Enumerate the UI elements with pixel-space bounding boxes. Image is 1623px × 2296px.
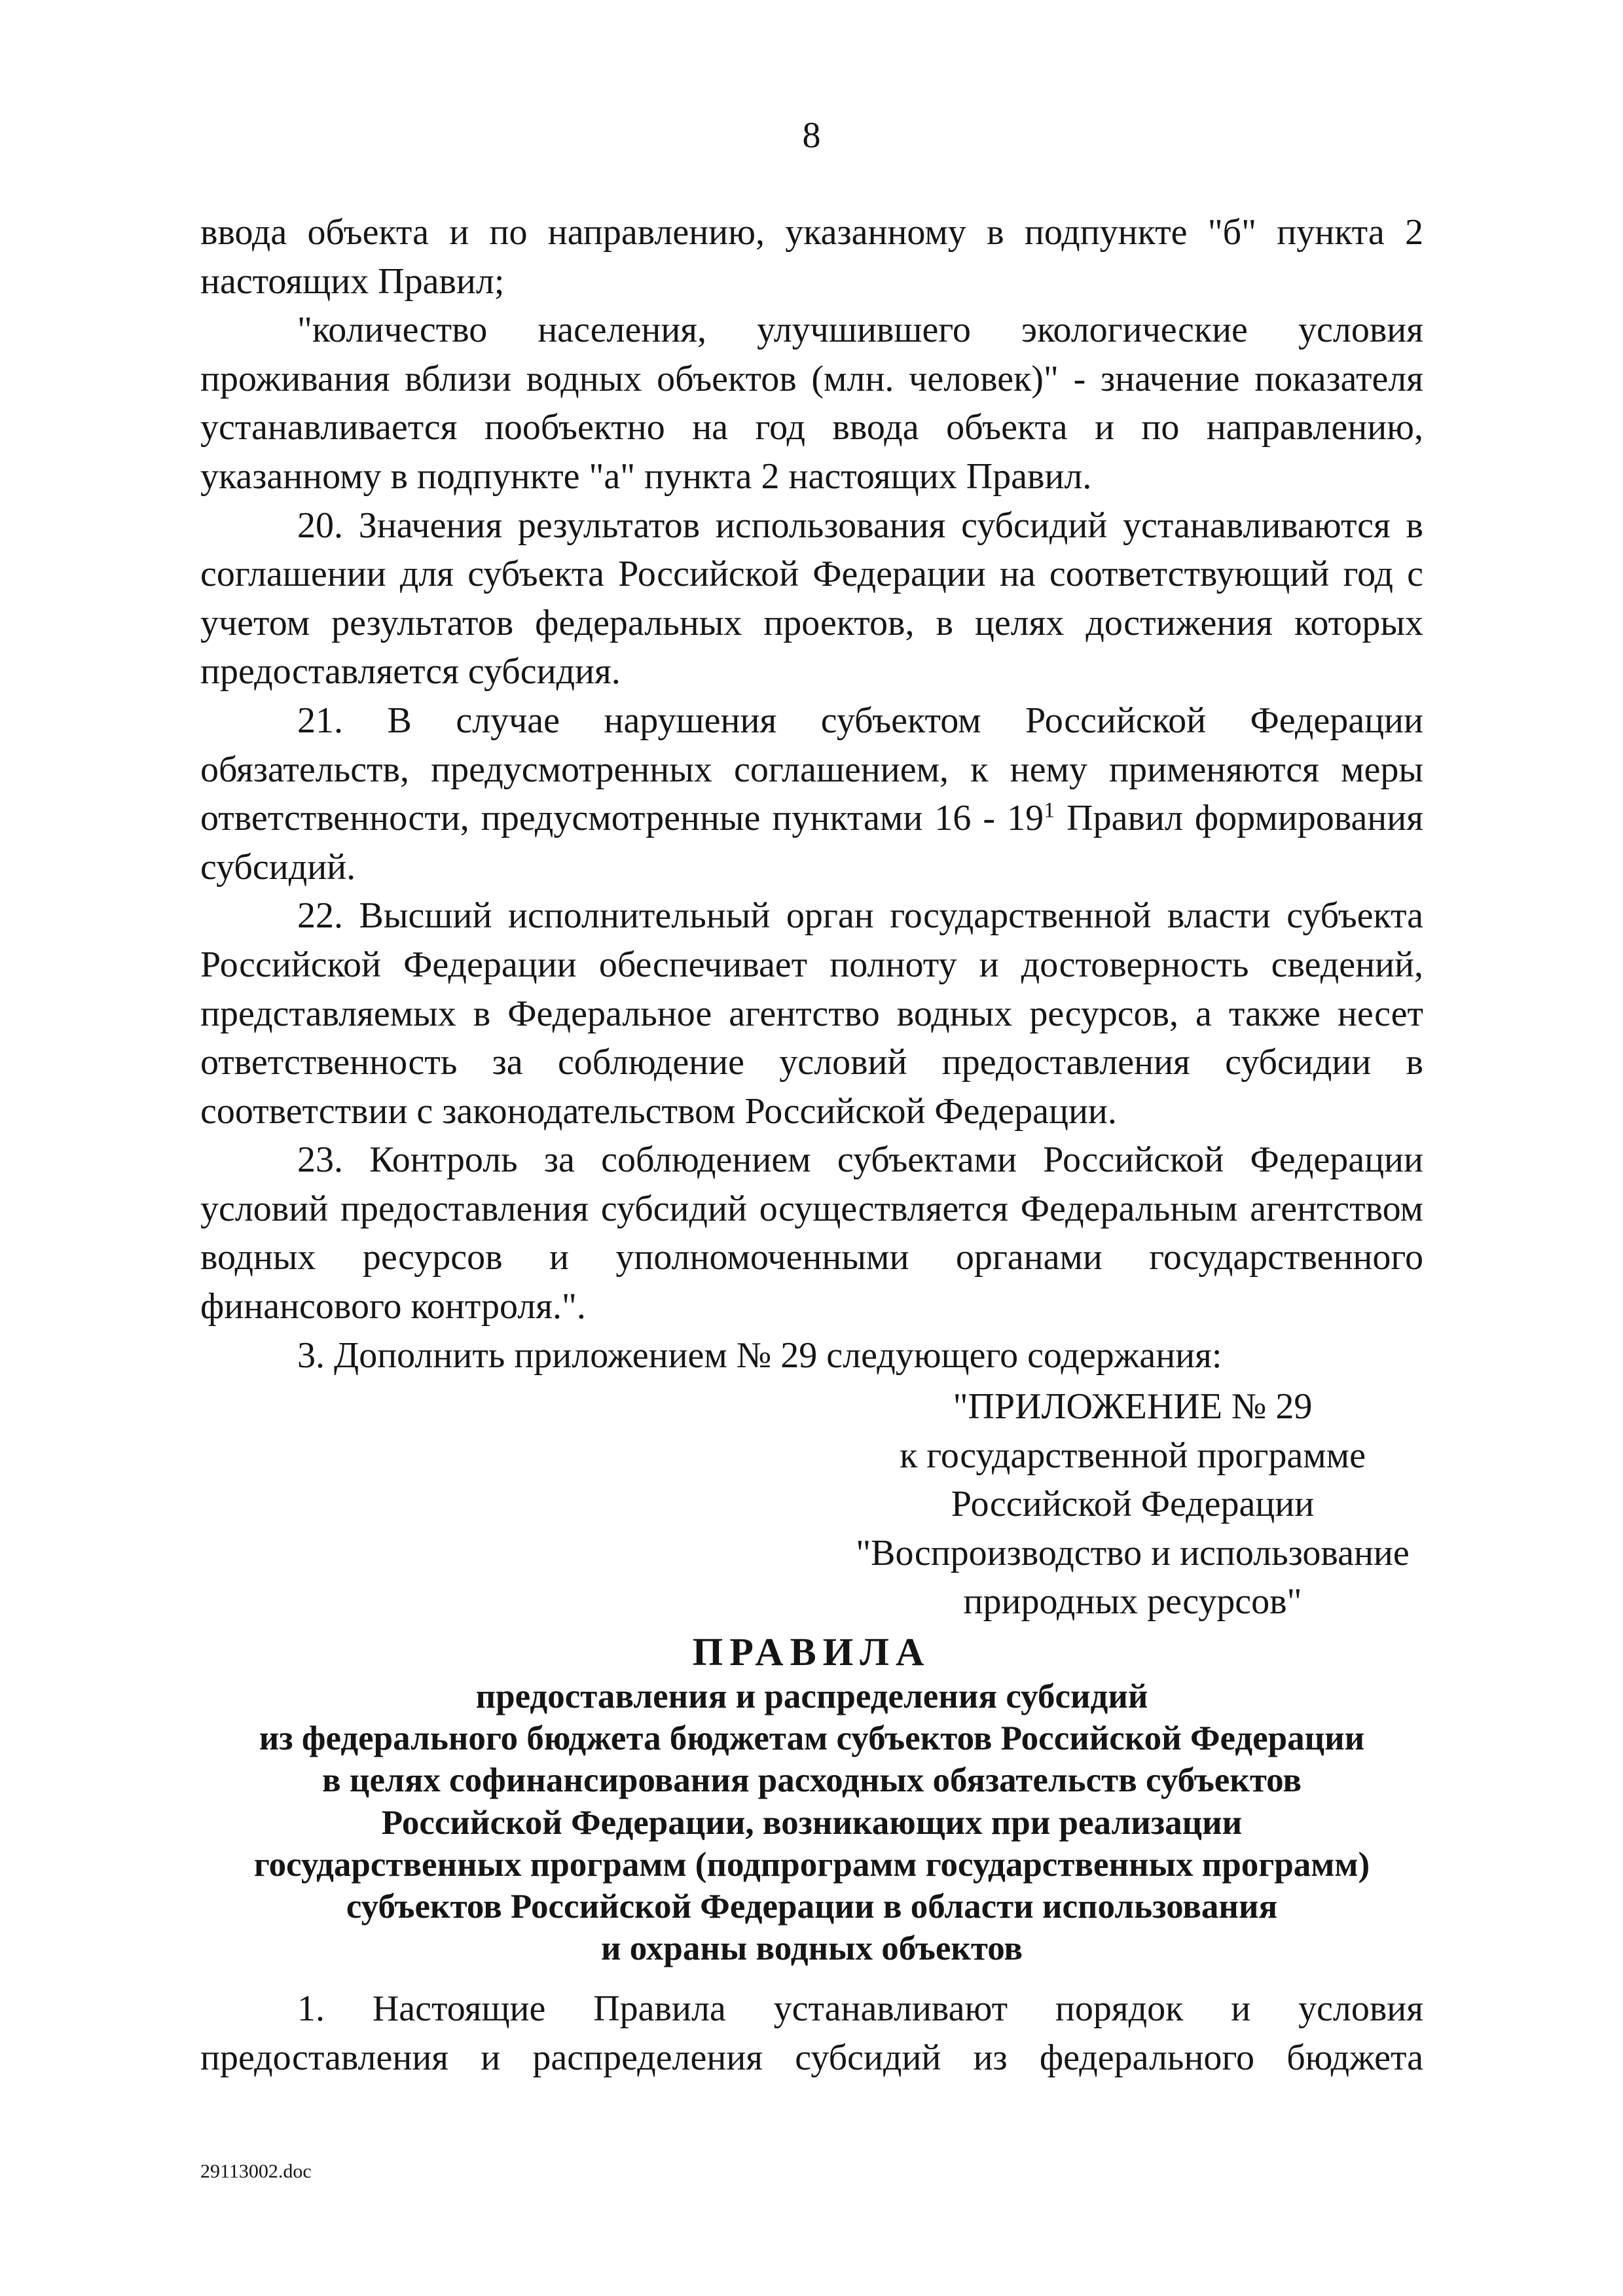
- appendix-line: "Воспроизводство и использование: [856, 1532, 1410, 1573]
- page-number: 8: [802, 115, 821, 156]
- paragraph-item-22: 22. Высший исполнительный орган государственной власти субъекта Российской Федерации обеспечивает полноту и достоверность сведений, представляемых в Федеральное агентство водных ресурсов, а также несет ответственность за соблюдение условий предоставления субсидии в соответствии с законодательством Российской Федерации.: [200, 895, 1423, 1132]
- paragraph-item-21-tail: Правил формирования субсидий.: [200, 798, 1423, 888]
- rules-title: ПРАВИЛА: [692, 1630, 931, 1674]
- rules-subtitle-line: в целях софинансирования расходных обязательств субъектов: [322, 1761, 1302, 1800]
- rules-subtitle-line: Российской Федерации, возникающих при реализации: [381, 1803, 1243, 1842]
- body-text: [200, 208, 1423, 1380]
- paragraph-continuation: ввода объекта и по направлению, указанному в подпункте "б" пункта 2 настоящих Правил;: [200, 212, 1423, 302]
- paragraph-item-20: 20. Значения результатов использования субсидий устанавливаются в соглашении для субъекта Российской Федерации на соответствующий год с учетом результатов федеральных проектов, в целях достижения которых предоставляется субсидия.: [200, 505, 1423, 692]
- footer-document-code: 29113002.doc: [200, 2161, 312, 2182]
- appendix-header: [805, 1382, 1460, 1626]
- superscript-number: 1: [1044, 798, 1055, 823]
- appendix-line: к государственной программе: [900, 1435, 1366, 1476]
- rules-subtitle-line: субъектов Российской Федерации в области использования: [346, 1888, 1278, 1926]
- rules-body: [200, 1984, 1423, 2082]
- rules-subtitle-line: и охраны водных объектов: [600, 1929, 1023, 1968]
- appendix-line: природных ресурсов": [963, 1581, 1302, 1622]
- rules-subtitle-line: предоставления и распределения субсидий: [475, 1677, 1148, 1715]
- appendix-line: Российской Федерации: [951, 1484, 1315, 1524]
- rules-subtitle: [157, 1676, 1467, 1969]
- paragraph-population-indicator: "количество населения, улучшившего экологические условия проживания вблизи водных объектов (млн. человек)" - значение показателя устанавливается пообъектно на год ввода объекта и по направлению, указанному в подпункте "а" пункта 2 настоящих Правил.: [200, 310, 1423, 497]
- paragraph-item-21: [200, 696, 1423, 891]
- rules-paragraph-1: 1. Настоящие Правила устанавливают порядок и условия предоставления и распределения субсидий из федерального бюджета: [200, 1988, 1423, 2078]
- paragraph-item-3: 3. Дополнить приложением № 29 следующего содержания:: [297, 1335, 1222, 1376]
- paragraph-item-21-text: 21. В случае нарушения субъектом Российской Федерации обязательств, предусмотренных соглашением, к нему применяются меры ответственности, предусмотренные пунктами 16 - 19: [200, 700, 1423, 839]
- rules-subtitle-line: государственных программ (подпрограмм государственных программ): [253, 1845, 1370, 1884]
- paragraph-item-23: 23. Контроль за соблюдением субъектами Российской Федерации условий предоставления субсидий осуществляется Федеральным агентством водных ресурсов и уполномоченными органами государственного финансового контроля.".: [200, 1139, 1423, 1327]
- appendix-line: "ПРИЛОЖЕНИЕ № 29: [953, 1386, 1313, 1427]
- rules-subtitle-line: из федерального бюджета бюджетам субъектов Российской Федерации: [259, 1719, 1365, 1758]
